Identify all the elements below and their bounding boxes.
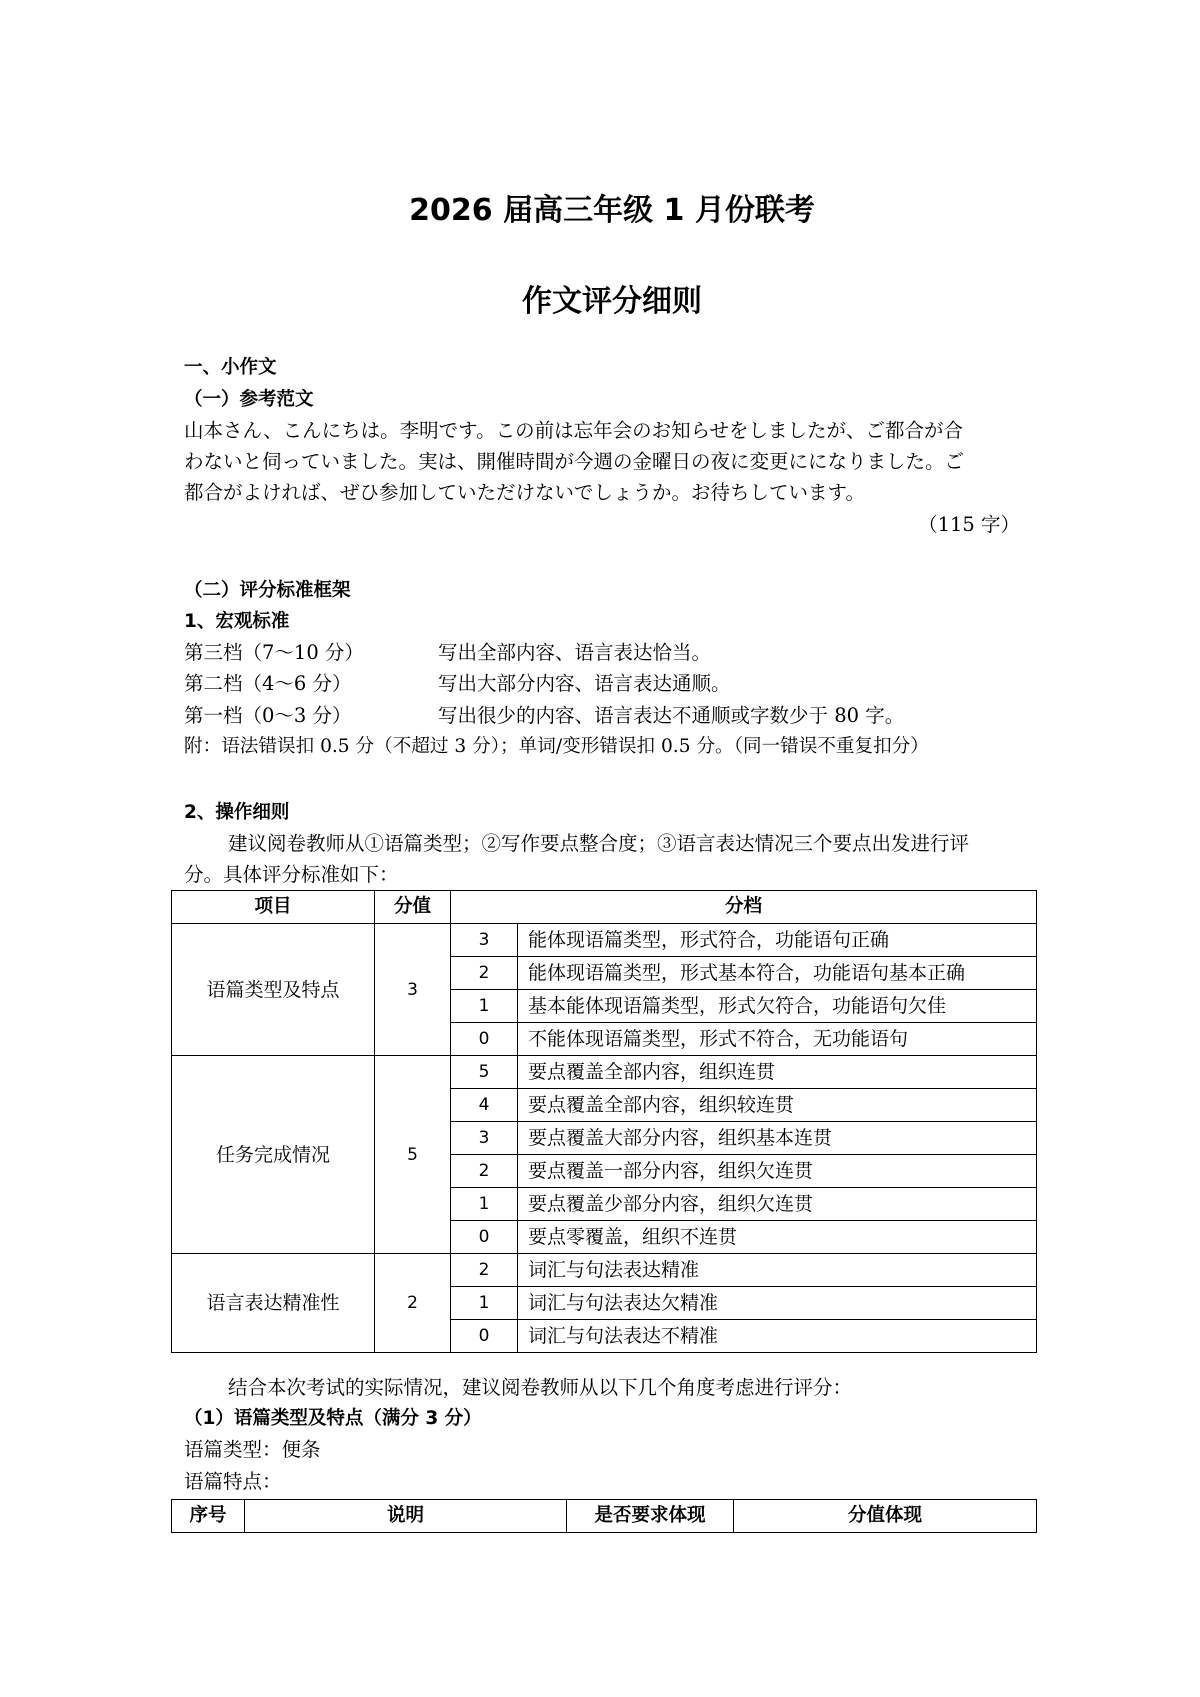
grade-desc-cell: 要点覆盖全部内容，组织较连贯 <box>518 1089 1037 1122</box>
grade-score-cell: 1 <box>451 990 518 1023</box>
macro-row <box>184 668 1040 700</box>
scoring-table <box>171 890 1037 1353</box>
table-row <box>172 1056 1037 1089</box>
grade-desc-cell: 要点覆盖少部分内容，组织欠连贯 <box>518 1188 1037 1221</box>
header-score: 分值 <box>375 891 451 924</box>
grade-score-cell: 1 <box>451 1287 518 1320</box>
grade-score-cell: 1 <box>451 1188 518 1221</box>
document-subtitle: 作文评分细则 <box>522 284 702 319</box>
table-header-row <box>172 891 1037 924</box>
grade-score-cell: 3 <box>451 1122 518 1155</box>
grade-score-cell: 5 <box>451 1056 518 1089</box>
table-row <box>172 924 1037 957</box>
grade-score-cell: 0 <box>451 1221 518 1254</box>
grade-desc-cell: 词汇与句法表达不精准 <box>518 1320 1037 1353</box>
score-cell: 3 <box>375 924 451 1056</box>
header-required: 是否要求体现 <box>567 1500 734 1533</box>
detail-paragraph: 分。具体评分标准如下： <box>184 863 399 886</box>
detail-heading: 2、操作细则 <box>184 802 290 823</box>
grade-desc-cell: 词汇与句法表达欠精准 <box>518 1287 1037 1320</box>
grade-desc-cell: 要点覆盖大部分内容，组织基本连贯 <box>518 1122 1037 1155</box>
grade-score-cell: 4 <box>451 1089 518 1122</box>
grade-score-cell: 2 <box>451 1155 518 1188</box>
item-cell: 语言表达精准性 <box>172 1254 375 1353</box>
subsection-heading: （一）参考范文 <box>184 389 314 410</box>
grade-desc-cell: 要点零覆盖，组织不连贯 <box>518 1221 1037 1254</box>
item-cell: 任务完成情况 <box>172 1056 375 1254</box>
header-grade: 分档 <box>451 891 1037 924</box>
detail-paragraph: 建议阅卷教师从①语篇类型；②写作要点整合度；③语言表达情况三个要点出发进行评 <box>228 832 970 855</box>
macro-heading: 1、宏观标准 <box>184 611 290 632</box>
grade-score-cell: 0 <box>451 1320 518 1353</box>
grade-desc-cell: 不能体现语篇类型，形式不符合，无功能语句 <box>518 1023 1037 1056</box>
macro-level: 第二档（4～6 分） <box>184 672 352 695</box>
document-title: 2026 届高三年级 1 月份联考 <box>409 193 815 228</box>
after-table-text: 结合本次考试的实际情况，建议阅卷教师从以下几个角度考虑进行评分： <box>228 1376 853 1399</box>
score-cell: 5 <box>375 1056 451 1254</box>
section-heading: 一、小作文 <box>184 357 277 378</box>
macro-desc: 写出大部分内容、语言表达通顺。 <box>438 672 731 695</box>
word-count: （115 字） <box>918 513 1020 536</box>
macro-desc: 写出很少的内容、语言表达不通顺或字数少于 80 字。 <box>438 704 905 727</box>
point-heading: （1）语篇类型及特点（满分 3 分） <box>184 1408 482 1429</box>
genre-line: 语篇类型：便条 <box>184 1438 321 1461</box>
grade-desc-cell: 能体现语篇类型，形式符合，功能语句正确 <box>518 924 1037 957</box>
macro-level: 第三档（7～10 分） <box>184 641 364 664</box>
macro-desc: 写出全部内容、语言表达恰当。 <box>438 641 712 664</box>
header-desc: 说明 <box>245 1500 567 1533</box>
features-line: 语篇特点： <box>184 1470 282 1493</box>
features-table <box>171 1499 1037 1533</box>
macro-row <box>184 700 1040 732</box>
essay-line: 都合がよければ、ぜひ参加していただけないでしょうか。お待ちしています。 <box>184 481 865 504</box>
header-item: 项目 <box>172 891 375 924</box>
grade-score-cell: 2 <box>451 1254 518 1287</box>
table-header-row <box>172 1500 1037 1533</box>
essay-line: 山本さん、こんにちは。李明です。この前は忘年会のお知らせをしましたが、ご都合が合 <box>184 419 964 442</box>
deduction-note: 附：语法错误扣 0.5 分（不超过 3 分）；单词/变形错误扣 0.5 分。（同一错误不重复扣分） <box>184 736 929 757</box>
essay-line: わないと伺っていました。実は、開催時間が今週の金曜日の夜に変更にになりました。ご <box>184 450 965 473</box>
grade-desc-cell: 要点覆盖全部内容，组织连贯 <box>518 1056 1037 1089</box>
scoring-table-body <box>172 891 1037 1353</box>
item-cell: 语篇类型及特点 <box>172 924 375 1056</box>
header-seq: 序号 <box>172 1500 245 1533</box>
macro-level: 第一档（0～3 分） <box>184 704 352 727</box>
grade-desc-cell: 要点覆盖一部分内容，组织欠连贯 <box>518 1155 1037 1188</box>
grade-desc-cell: 基本能体现语篇类型，形式欠符合，功能语句欠佳 <box>518 990 1037 1023</box>
macro-row <box>184 637 1040 669</box>
grade-score-cell: 2 <box>451 957 518 990</box>
grade-desc-cell: 词汇与句法表达精准 <box>518 1254 1037 1287</box>
table-row <box>172 1254 1037 1287</box>
grade-desc-cell: 能体现语篇类型，形式基本符合，功能语句基本正确 <box>518 957 1037 990</box>
subsection-heading: （二）评分标准框架 <box>184 580 351 601</box>
header-score: 分值体现 <box>734 1500 1037 1533</box>
grade-score-cell: 3 <box>451 924 518 957</box>
score-cell: 2 <box>375 1254 451 1353</box>
grade-score-cell: 0 <box>451 1023 518 1056</box>
